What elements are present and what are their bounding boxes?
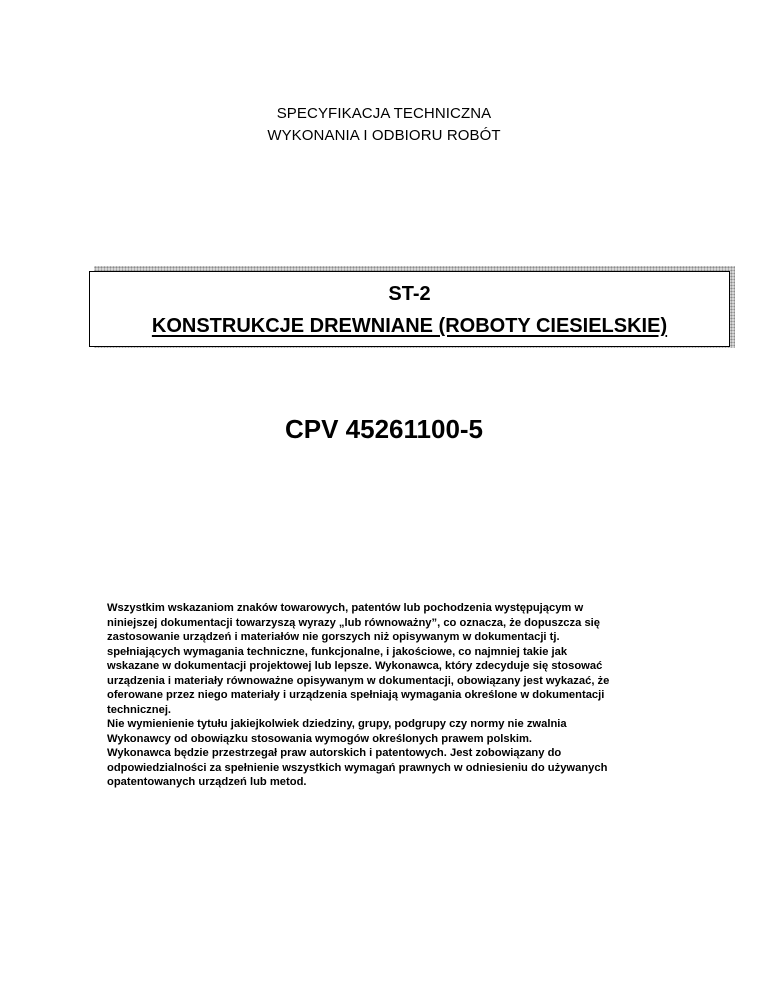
cpv-code: CPV 45261100-5 <box>284 414 484 444</box>
disclaimer-line: zastosowanie urządzeń i materiałów nie gorszych niż opisywanym w dokumentacji tj. <box>107 631 560 643</box>
disclaimer-line: oferowane przez niego materiały i urządzenia spełniają wymagania określone w dokumentacji <box>107 689 605 701</box>
disclaimer-line: odpowiedzialności za spełnienie wszystkich wymagań prawnych w odniesieniu do używanych <box>107 761 608 774</box>
disclaimer-line: urządzenia i materiały równoważne opisywanym w dokumentacji, obowiązany jest wykazać, że <box>107 674 610 687</box>
disclaimer-line: spełniających wymagania techniczne, funkcjonalne, i jakościowe, co najmniej takie jak <box>107 645 568 658</box>
spec-code: ST-2 <box>388 283 431 305</box>
disclaimer-line: Nie wymienienie tytułu jakiejkolwiek dziedziny, grupy, podgrupy czy normy nie zwalnia <box>107 718 567 730</box>
disclaimer-line: opatentowanych urządzeń lub metod. <box>107 776 307 788</box>
title-box <box>89 271 730 347</box>
spec-title: KONSTRUKCJE DREWNIANE (ROBOTY CIESIELSKIE) <box>151 315 668 337</box>
disclaimer-line: Wykonawcy od obowiązku stosowania wymogów określonych prawem polskim. <box>107 732 533 745</box>
disclaimer-line: niniejszej dokumentacji towarzyszą wyrazy „lub równoważny”, co oznacza, że dopuszcza się <box>107 616 601 629</box>
disclaimer-paragraph <box>107 601 707 790</box>
disclaimer-line: wskazane w dokumentacji projektowej lub lepsze. Wykonawca, który zdecyduje się stosować <box>107 660 603 672</box>
disclaimer-line: technicznej. <box>107 703 172 716</box>
disclaimer-line: Wykonawca będzie przestrzegał praw autorskich i patentowych. Jest zobowiązany do <box>107 747 562 759</box>
header-line-1: SPECYFIKACJA TECHNICZNA <box>276 105 492 122</box>
header-line-2: WYKONANIA I ODBIORU ROBÓT <box>267 127 501 144</box>
specification-header <box>0 103 768 147</box>
disclaimer-line: Wszystkim wskazaniom znaków towarowych, patentów lub pochodzenia występującym w <box>107 602 584 614</box>
